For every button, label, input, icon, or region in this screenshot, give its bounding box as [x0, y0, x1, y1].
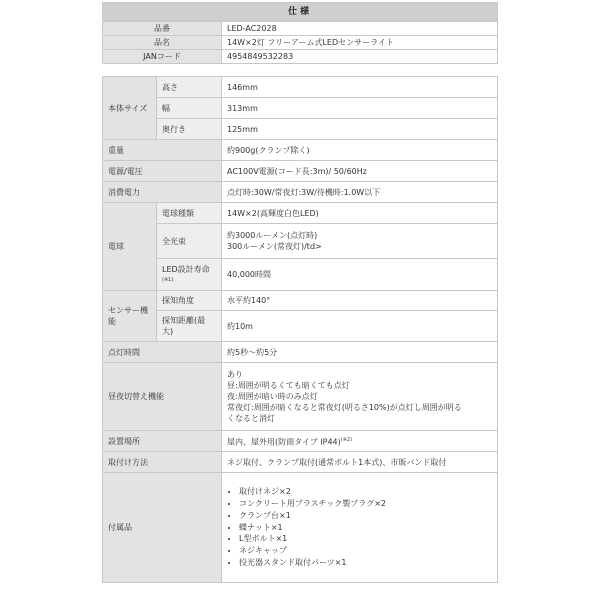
accessories-label: 付属品	[103, 473, 222, 583]
depth-label: 奥行き	[157, 119, 222, 140]
product-number-value: LED-AC2028	[222, 22, 498, 36]
list-item: • コンクリート用プラスチック製プラグ×2	[239, 498, 492, 510]
spec-table-basic	[102, 2, 498, 64]
power-value: AC100V電源(コード長:3m)/ 50/60Hz	[222, 161, 498, 182]
product-number-label: 品番	[103, 22, 222, 36]
life-label-cell	[157, 259, 222, 291]
table-row	[103, 259, 498, 291]
jan-code-value: 4954849532283	[222, 50, 498, 64]
spec-container	[102, 2, 498, 583]
light-time-value: 約5秒〜約5分	[222, 342, 498, 363]
mount-value: ネジ取付、クランプ取付(通常ボルト1本式)、市販バンド取付	[222, 452, 498, 473]
bulb-type-value: 14W×2(高輝度白色LED)	[222, 203, 498, 224]
distance-label: 探知距離(最大)	[157, 311, 222, 342]
install-note: (※2)	[340, 436, 353, 443]
day-night-line: あり	[227, 370, 243, 379]
life-note: (※1)	[162, 276, 174, 283]
flux-line-2: 300ルーメン(常夜灯)/td>	[227, 242, 322, 251]
weight-value: 約900g(クランプ除く)	[222, 140, 498, 161]
list-item: • 蝶ナット×1	[239, 522, 492, 534]
angle-value: 水平約140°	[222, 291, 498, 311]
body-size-label: 本体サイズ	[103, 77, 157, 140]
spec-table-detail	[102, 76, 498, 583]
angle-label: 探知角度	[157, 291, 222, 311]
day-night-line: くなると消灯	[227, 414, 275, 423]
sensor-label: センサー機能	[103, 291, 157, 342]
table-row	[103, 203, 498, 224]
table-row	[103, 77, 498, 98]
table-row	[103, 140, 498, 161]
table-row	[103, 22, 498, 36]
power-label: 電源/電圧	[103, 161, 222, 182]
table-row	[103, 98, 498, 119]
day-night-line: 昼:周囲が明るくても暗くても点灯	[227, 381, 350, 390]
weight-label: 重量	[103, 140, 222, 161]
table-row	[103, 473, 498, 583]
depth-value: 125mm	[222, 119, 498, 140]
jan-code-label: JANコード	[103, 50, 222, 64]
table-row	[103, 36, 498, 50]
width-value: 313mm	[222, 98, 498, 119]
table-row	[103, 342, 498, 363]
day-night-label: 昼夜切替え機能	[103, 363, 222, 431]
accessories-value	[222, 473, 498, 583]
flux-line-1: 約3000ルーメン(点灯時)	[227, 231, 318, 240]
product-name-label: 品名	[103, 36, 222, 50]
spec-header-row	[103, 3, 498, 22]
table-row	[103, 452, 498, 473]
day-night-value	[222, 363, 498, 431]
life-label: LED設計寿命	[162, 264, 210, 274]
flux-label: 全光束	[157, 224, 222, 259]
install-label: 設置場所	[103, 431, 222, 452]
consumption-label: 消費電力	[103, 182, 222, 203]
table-row	[103, 291, 498, 311]
light-time-label: 点灯時間	[103, 342, 222, 363]
consumption-value: 点灯時:30W/常夜灯:3W/待機時:1.0W以下	[222, 182, 498, 203]
table-row	[103, 182, 498, 203]
table-row	[103, 311, 498, 342]
height-value: 146mm	[222, 77, 498, 98]
distance-value: 約10m	[222, 311, 498, 342]
list-item: • ネジキャップ	[239, 545, 492, 557]
list-item: • クランプ台×1	[239, 510, 492, 522]
list-item: • 投光器スタンド取付パーツ×1	[239, 557, 492, 569]
product-name-value: 14W×2灯 フリーアーム式LEDセンサーライト	[222, 36, 498, 50]
width-label: 幅	[157, 98, 222, 119]
day-night-line: 夜:周囲が暗い時のみ点灯	[227, 392, 318, 401]
flux-value	[222, 224, 498, 259]
table-row	[103, 224, 498, 259]
install-value-cell	[222, 431, 498, 452]
table-gap	[102, 64, 498, 76]
table-row	[103, 50, 498, 64]
mount-label: 取付け方法	[103, 452, 222, 473]
table-row	[103, 161, 498, 182]
bulb-type-label: 電球種類	[157, 203, 222, 224]
install-value: 屋内、屋外用(防雨タイプ IP44)	[227, 437, 341, 447]
list-item: • L型ボルト×1	[239, 533, 492, 545]
life-value: 40,000時間	[222, 259, 498, 291]
spec-header: 仕様	[103, 3, 498, 22]
bulb-label: 電球	[103, 203, 157, 291]
accessories-list	[227, 486, 492, 569]
height-label: 高さ	[157, 77, 222, 98]
table-row	[103, 363, 498, 431]
day-night-line: 常夜灯:周囲が暗くなると常夜灯(明るさ10%)が点灯し周囲が明る	[227, 403, 462, 412]
list-item: • 取付けネジ×2	[239, 486, 492, 498]
table-row	[103, 431, 498, 452]
table-row	[103, 119, 498, 140]
